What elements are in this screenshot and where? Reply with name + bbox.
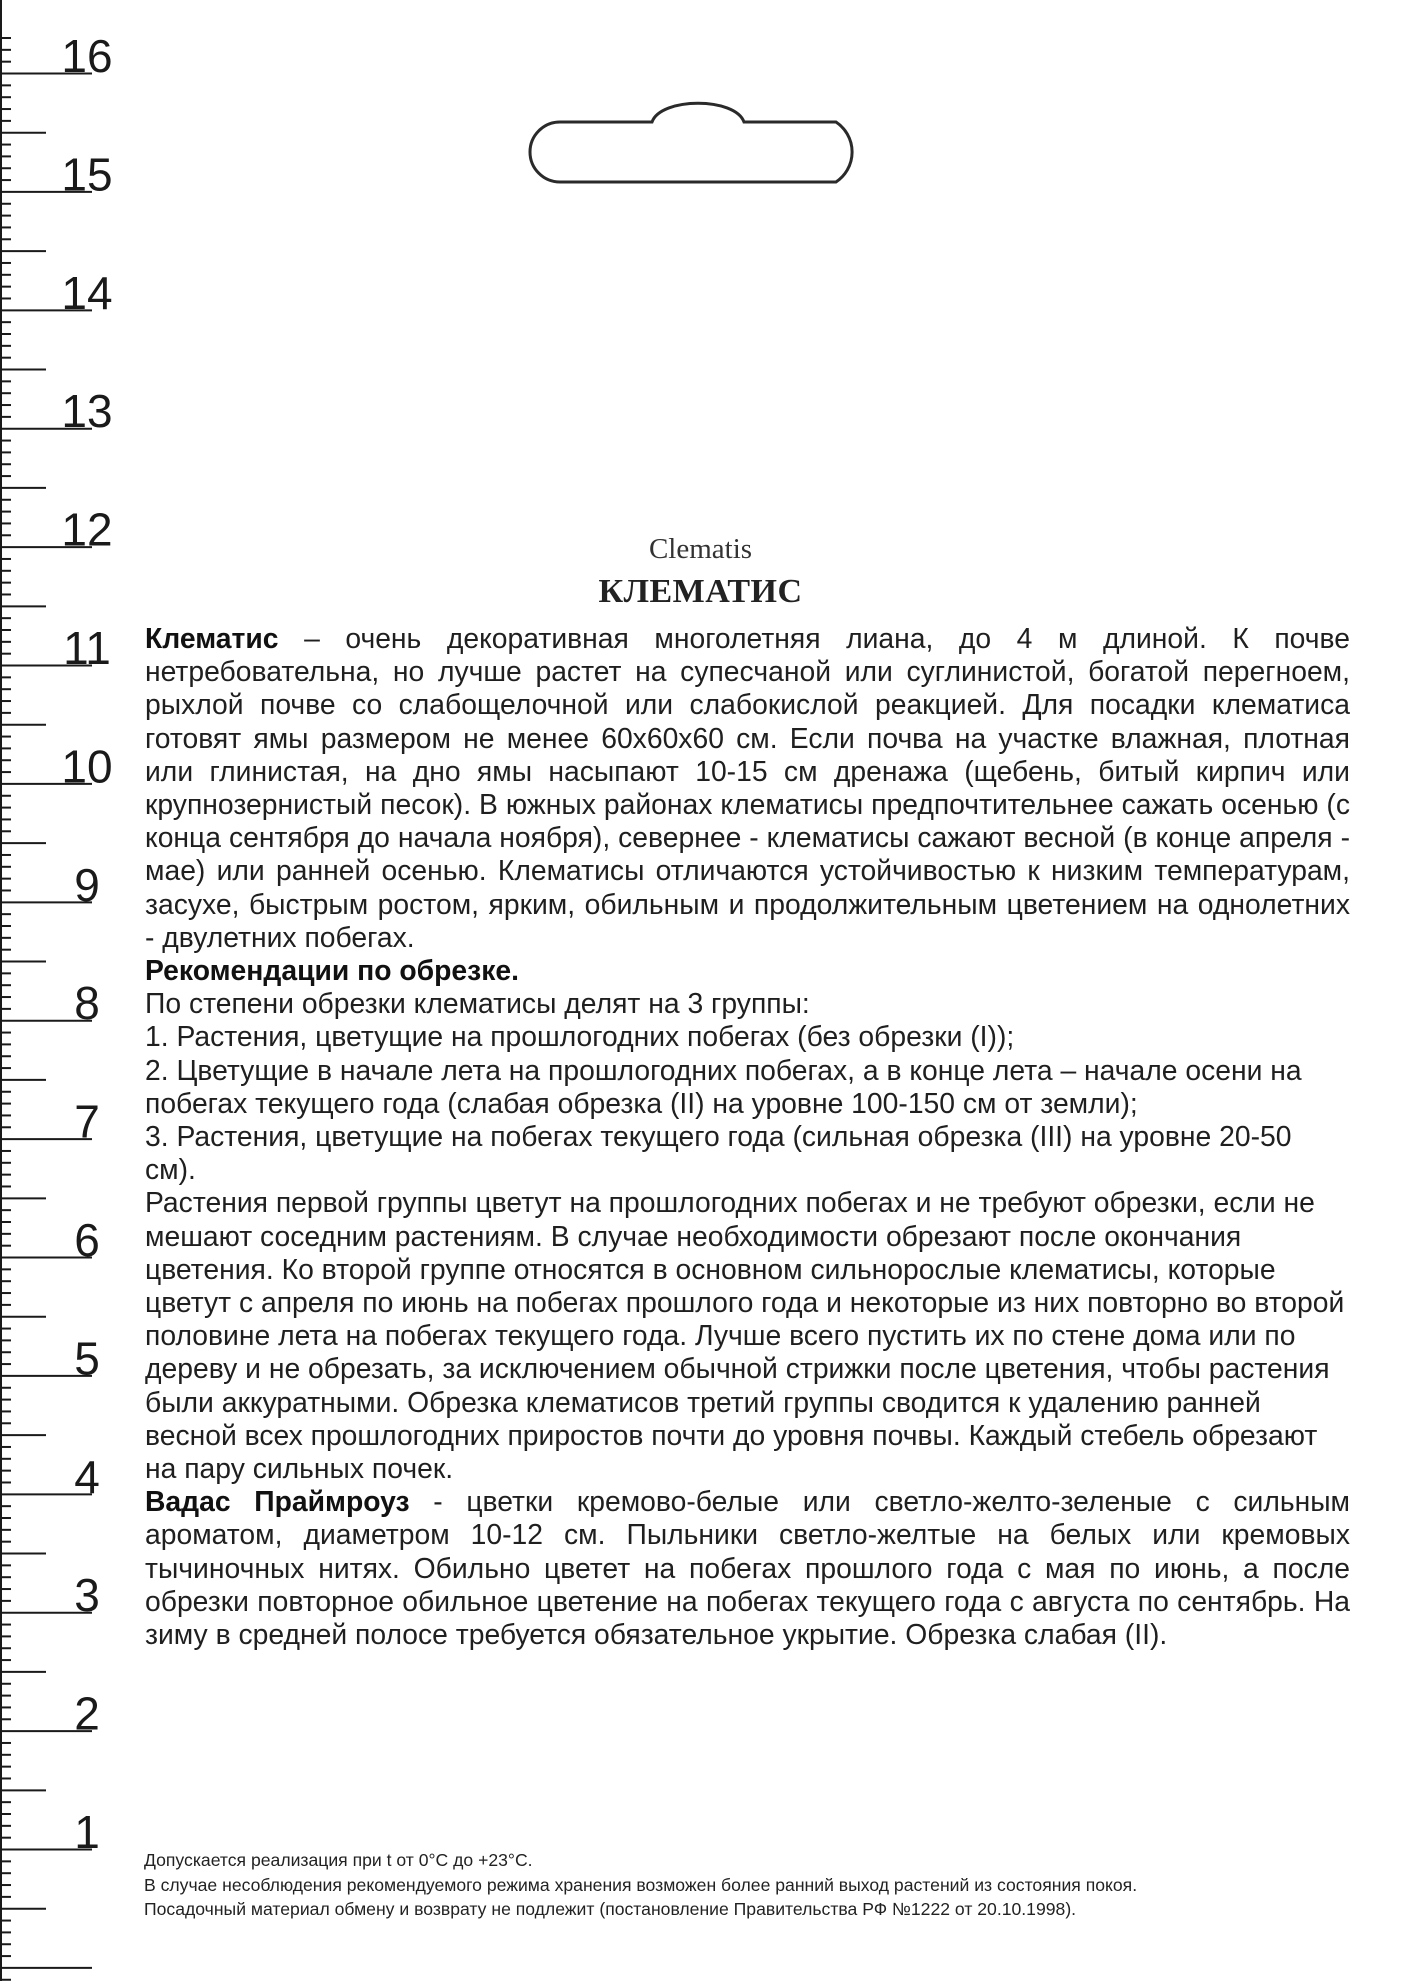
pruning-heading-text: Рекомендации по обрезке. xyxy=(145,954,519,987)
variety-text: - цветки кремово-белые или светло-желто-зеленые с сильным ароматом, диаметром 10-12 см. Пыльники светло-желтые на белых или кремовых тычиночных нитях. Обильно цветет на побегах прошлого года с мая по июнь, а после обрезки повторное обильное цветение на побегах текущего года с августа по сентябрь. На зиму в средней полосе требуется обязательное укрытие. Обрезка слабая (II). xyxy=(145,1485,1350,1651)
intro-text: – очень декоративная многолетняя лиана, до 4 м длиной. К почве нетребовательна, но лучше растет на супесчаной или суглинистой, богатой перегноем, рыхлой почве со слабощелочной или слабокислой реакцией. Для посадки клематиса готовят ямы размером не менее 60х60х60 см. Если почва на участке влажная, плотная или глинистая, на дно ямы насыпают 10-15 см дренажа (щебень, битый кирпич или крупнозернистый песок). В южных районах клематисы предпочтительнее сажать осенью (с конца сентября до начала ноября), севернее - клематисы сажают весной (в конце апреля - мае) или ранней осенью. Клематисы отличаются устойчивостью к низким температурам, засухе, быстрым ростом, ярким, обильным и продолжительным цветением на однолетних - двулетних побегах. xyxy=(145,622,1350,953)
ruler-label: 7 xyxy=(74,1095,100,1148)
pruning-group-2: 2. Цветущие в начале лета на прошлогодних побегах, а в конце лета – начале осени на побегах текущего года (слабая обрезка (II) на уровне 100-150 см от земли); xyxy=(145,1053,1302,1119)
ruler-label: 4 xyxy=(74,1450,100,1503)
pruning-group-1: 1. Растения, цветущие на прошлогодних побегах (без обрезки (I)); xyxy=(145,1020,1015,1053)
ruler-label: 15 xyxy=(61,148,113,201)
pruning-group-3: 3. Растения, цветущие на побегах текущего года (сильная обрезка (III) на уровне 20-50 см). xyxy=(145,1120,1292,1186)
ruler-labels xyxy=(61,30,112,1858)
ruler-label: 3 xyxy=(74,1569,100,1622)
ruler-label: 10 xyxy=(61,740,113,793)
pruning-lead: По степени обрезки клематисы делят на 3 группы: xyxy=(145,987,810,1020)
footer-notes xyxy=(144,1848,1374,1922)
pruning-details: Растения первой группы цветут на прошлогодних побегах и не требуют обрезки, если не мешают соседним растениям. В случае необходимости обрезают после окончания цветения. Ко второй группе относятся в основном сильнорослые клематисы, которые цветут с апреля по июнь на побегах прошлого года и некоторые из них повторно во второй половине лета на побегах текущего года. Лучше всего пустить их по стене дома или по дереву и не обрезать, за исключением обычной стрижки после цветения, чтобы растения были аккуратными. Обрезка клематисов третий группы сводится к удалению ранней весной всех прошлогодних приростов почти до уровня почвы. Каждый стебель обрезают на пару сильных почек. xyxy=(145,1186,1345,1485)
ruler-label: 14 xyxy=(61,266,113,319)
variety-paragraph xyxy=(145,1485,1350,1651)
ruler-label: 8 xyxy=(74,977,100,1030)
ruler-label: 1 xyxy=(74,1806,100,1858)
ruler-label: 5 xyxy=(74,1332,100,1385)
hanger-hole xyxy=(515,92,881,192)
variety-name: Вадас Праймроуз xyxy=(145,1485,410,1518)
ruler-label: 12 xyxy=(61,503,113,556)
intro-term: Клематис xyxy=(145,622,279,654)
footer-line-1: Допускается реализация при t от 0°С до +23°С. xyxy=(144,1850,533,1870)
ruler xyxy=(0,0,120,1981)
ruler-label: 13 xyxy=(61,385,113,438)
page-title: КЛЕМАТИС xyxy=(598,573,803,610)
footer-line-2: В случае несоблюдения рекомендуемого режима хранения возможен более ранний выход растений из состояния покоя. xyxy=(144,1874,1138,1895)
ruler-label: 16 xyxy=(61,30,113,82)
ruler-label: 2 xyxy=(74,1687,100,1740)
description-text xyxy=(145,622,1350,1651)
ruler-label: 9 xyxy=(74,858,100,911)
latin-name: Clematis xyxy=(648,533,753,565)
footer-line-3: Посадочный материал обмену и возврату не подлежит (постановление Правительства РФ №1222 от 20.10.1998). xyxy=(144,1899,1077,1919)
pruning-heading xyxy=(145,954,1350,987)
ruler-label: 6 xyxy=(74,1214,100,1266)
intro-paragraph xyxy=(145,622,1350,954)
ruler-label: 11 xyxy=(63,622,111,674)
